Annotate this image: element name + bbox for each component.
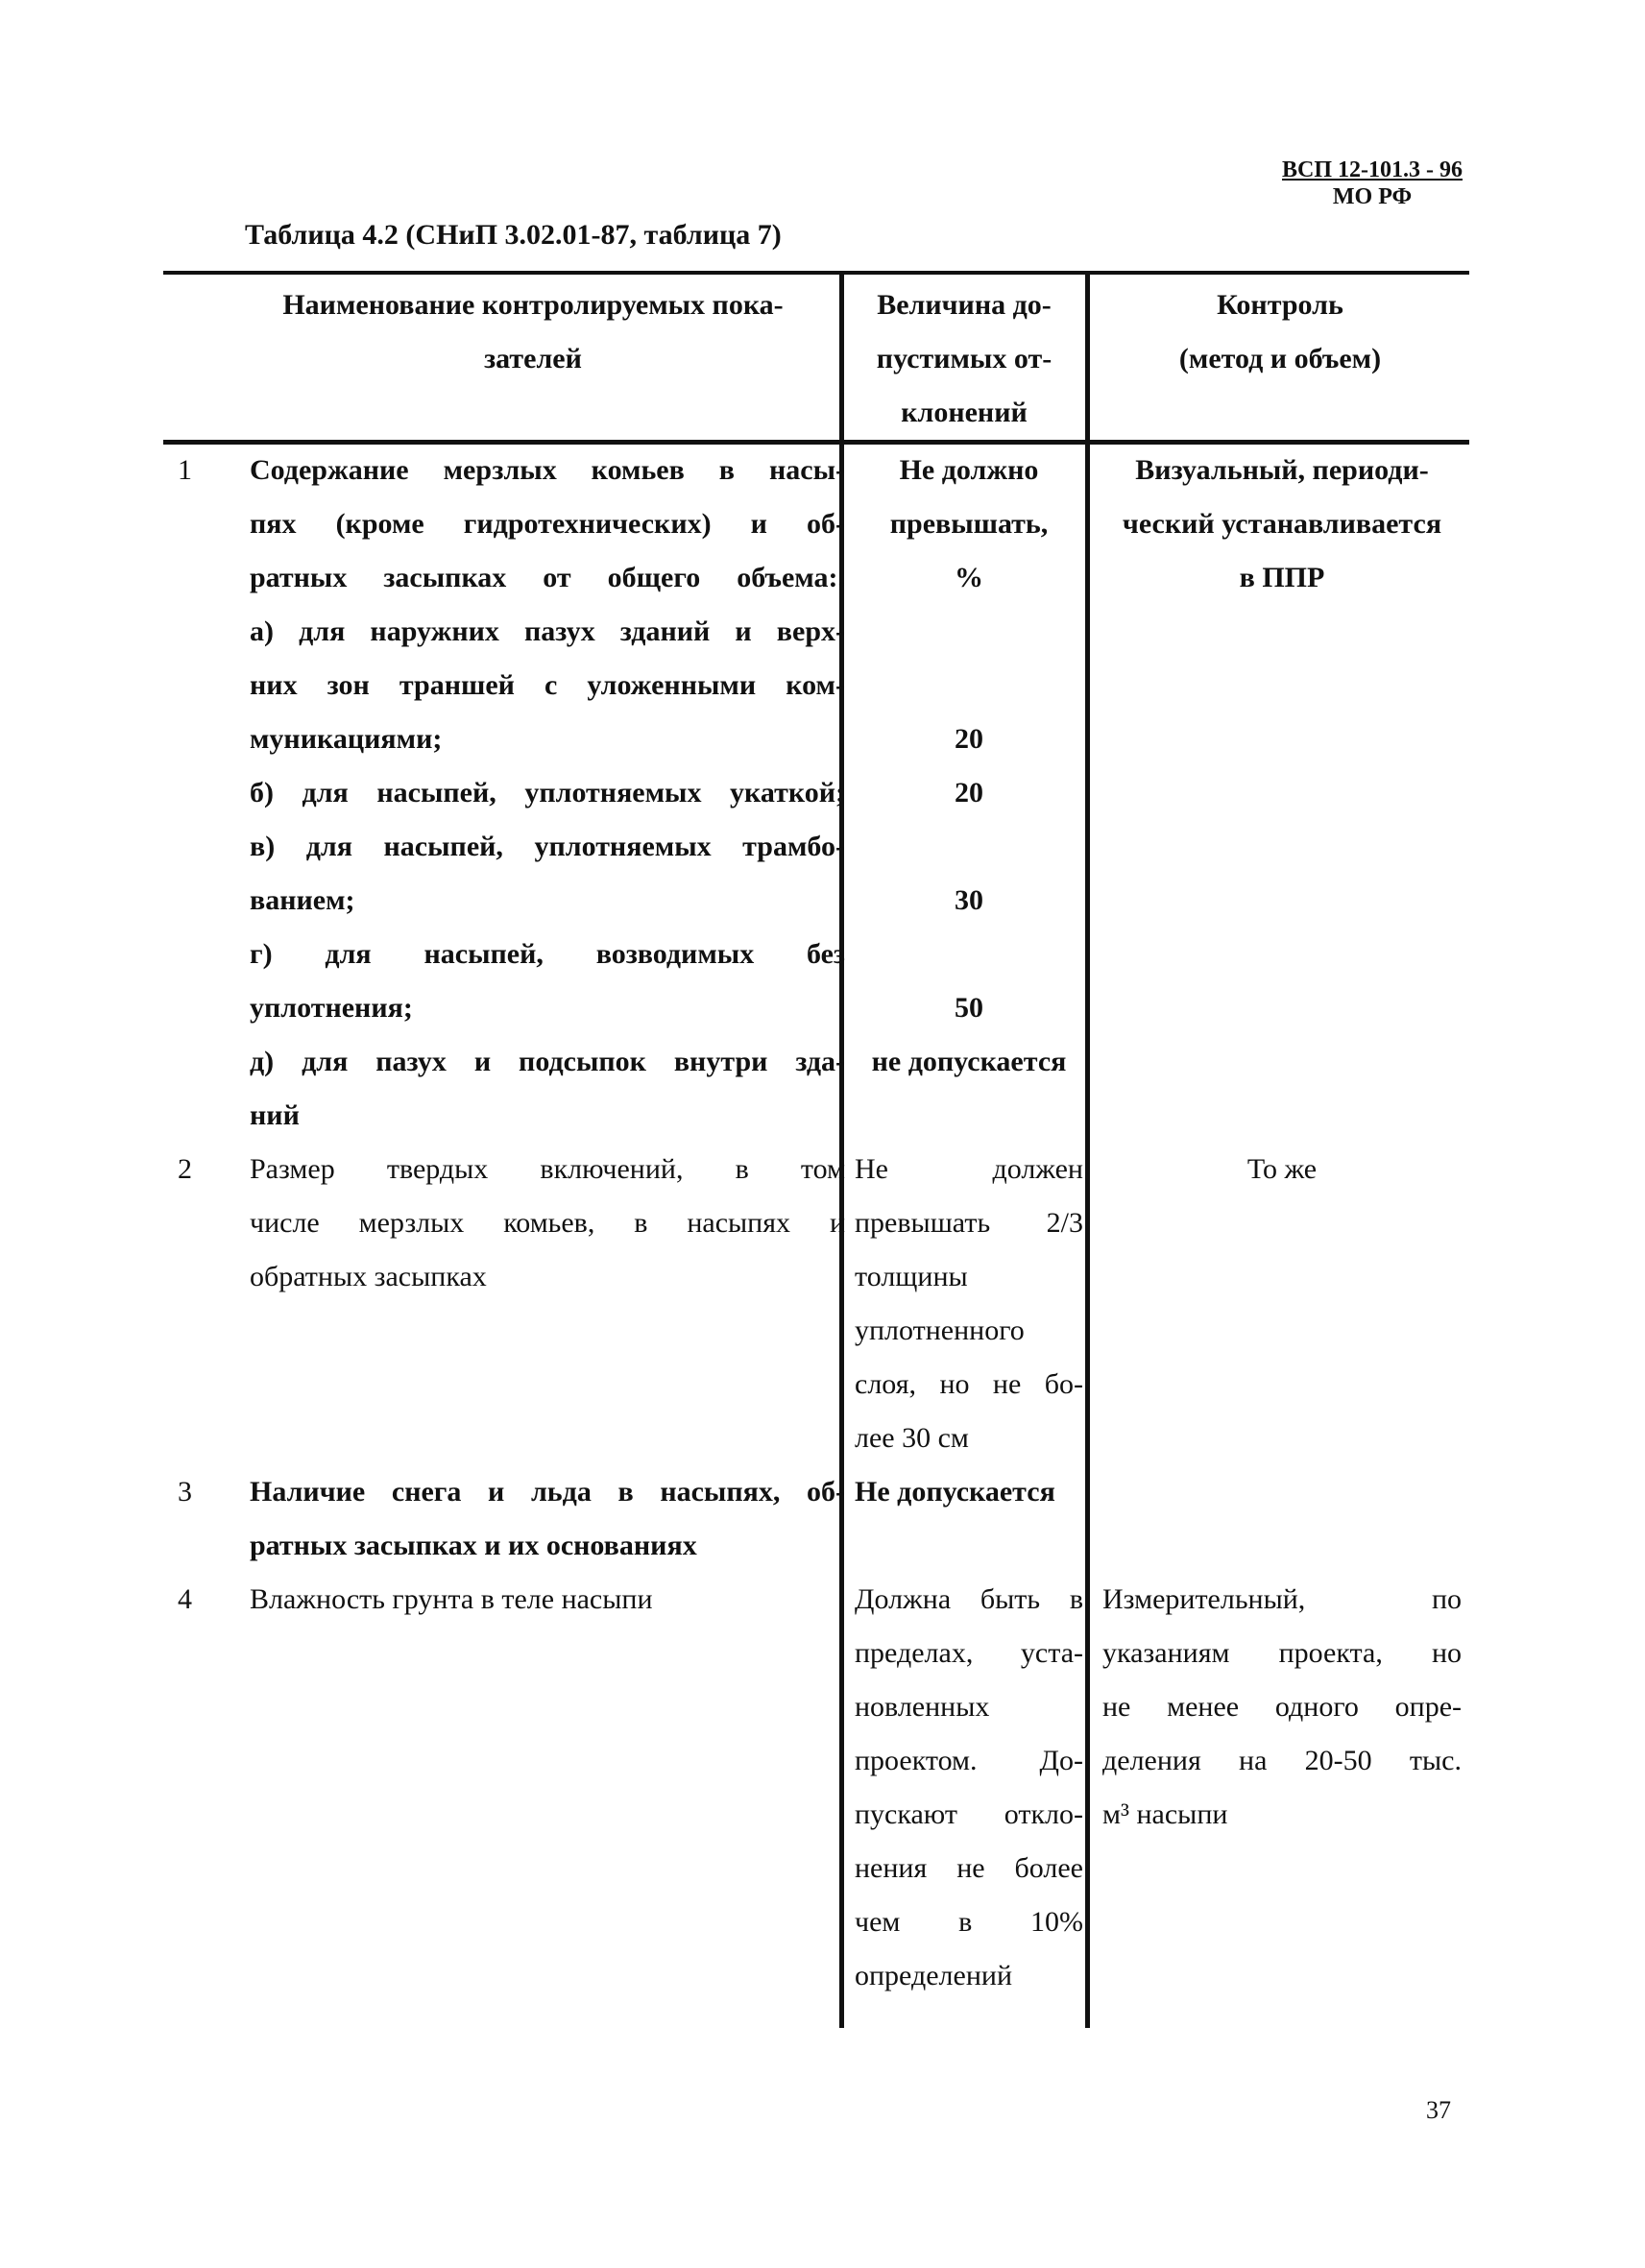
cell-line: в ППР (1239, 562, 1325, 593)
tolerance-cell (845, 1573, 1083, 2003)
cell-line: пускают откло- (855, 1798, 1083, 1830)
column-header-name (235, 278, 831, 386)
cell-line: ратных засыпках от общего объема:. (250, 562, 845, 593)
cell-line: них зон траншей с уложенными ком- (250, 669, 845, 701)
column-header-control (1091, 278, 1469, 386)
cell-line (855, 928, 1083, 981)
cell-line: лее 30 см (855, 1422, 969, 1454)
table-row (163, 1573, 1469, 2003)
cell-line: Не должен (855, 1153, 1083, 1185)
header-line: Величина до- (877, 289, 1052, 321)
header-line: Контроль (1217, 289, 1343, 321)
header-line: клонений (901, 397, 1028, 428)
cell-line: деления на 20-50 тыс. (1102, 1745, 1462, 1776)
cell-line: числе мерзлых комьев, в насыпях и (250, 1207, 845, 1239)
cell-line: превышать 2/3 (855, 1207, 1083, 1239)
table-top-rule (163, 271, 1469, 275)
cell-line: слоя, но не бо- (855, 1368, 1083, 1400)
cell-line: обратных засыпках (250, 1261, 487, 1292)
control-method-cell (1083, 444, 1462, 1143)
control-method-cell (1083, 1465, 1462, 1573)
indicator-name-cell (250, 1143, 845, 1465)
cell-line: толщины (855, 1261, 968, 1292)
cell-line: в) для насыпей, уплотняемых трамбо- (250, 831, 845, 862)
cell-line: % (955, 562, 983, 593)
row-number: 1 (178, 454, 192, 486)
cell-line: пределах, уста- (855, 1637, 1083, 1669)
table-row (163, 444, 1469, 1143)
cell-line: не допускается (871, 1046, 1067, 1077)
document-code-number: ВСП 12-101.3 - 96 (1282, 157, 1463, 182)
row-number: 2 (178, 1153, 192, 1185)
cell-line: превышать, (889, 508, 1049, 540)
cell-line: пях (кроме гидротехнических) и об- (250, 508, 845, 540)
table-row (163, 1143, 1469, 1465)
cell-line (855, 605, 1083, 659)
indicator-name-cell (250, 1465, 845, 1573)
table-body (163, 444, 1469, 2003)
cell-line: б) для насыпей, уплотняемых укаткой; (250, 777, 845, 808)
cell-line: Размер твердых включений, в том (250, 1153, 845, 1185)
cell-line: Содержание мерзлых комьев в насы- (250, 454, 845, 486)
cell-line: не менее одного опре- (1102, 1691, 1462, 1723)
cell-line (855, 659, 1083, 712)
cell-line: м³ насыпи (1102, 1798, 1228, 1830)
control-method-cell (1083, 1143, 1462, 1465)
cell-line: Измерительный, по (1102, 1583, 1462, 1615)
column-header-value (845, 278, 1083, 440)
table-title: Таблица 4.2 (СНиП 3.02.01-87, таблица 7) (245, 219, 782, 251)
cell-line: Должна быть в (855, 1583, 1083, 1615)
document-code (1282, 157, 1463, 210)
header-line: зателей (484, 343, 582, 374)
cell-line: Не допускается (855, 1476, 1055, 1508)
cell-line: 30 (955, 884, 983, 916)
cell-line: 20 (955, 723, 983, 755)
header-line: Наименование контролируемых пока- (282, 289, 784, 321)
cell-line: муникациями; (250, 723, 443, 755)
cell-line: 50 (955, 992, 983, 1024)
cell-line: проектом. До- (855, 1745, 1083, 1776)
tolerance-cell (845, 444, 1083, 1143)
cell-line: определений (855, 1960, 1013, 1991)
cell-line (855, 1089, 1083, 1143)
control-method-cell (1083, 1573, 1462, 2003)
cell-line: а) для наружних пазух зданий и верх- (250, 615, 845, 647)
cell-line (855, 820, 1083, 874)
cell-line: ческий устанавливается (1122, 508, 1442, 540)
document-organization: МО РФ (1332, 184, 1413, 209)
cell-line: Визуальный, периоди- (1135, 454, 1429, 486)
cell-line: указаниям проекта, но (1102, 1637, 1462, 1669)
row-number: 3 (178, 1476, 192, 1508)
cell-line: новленных (855, 1691, 990, 1723)
header-line: пустимых от- (876, 343, 1052, 374)
cell-line: нения не более (855, 1852, 1083, 1884)
cell-line: 20 (955, 777, 983, 808)
tolerance-cell (845, 1465, 1083, 1573)
header-line: (метод и объем) (1178, 343, 1382, 374)
cell-line: д) для пазух и подсыпок внутри зда- (250, 1046, 845, 1077)
cell-line: ванием; (250, 884, 355, 916)
cell-line: Не должно (899, 454, 1039, 486)
cell-line: уплотненного (855, 1315, 1025, 1346)
cell-line: Наличие снега и льда в насыпях, об- (250, 1476, 845, 1508)
indicator-name-cell (250, 444, 845, 1143)
row-number: 4 (178, 1583, 192, 1615)
cell-line: То же (1246, 1153, 1318, 1185)
page-number: 37 (1426, 2096, 1451, 2124)
cell-line: Влажность грунта в теле насыпи (250, 1583, 653, 1615)
cell-line: ратных засыпках и их основаниях (250, 1530, 697, 1561)
table-row (163, 1465, 1469, 1573)
cell-line: чем в 10% (855, 1906, 1083, 1938)
cell-line: г) для насыпей, возводимых без (250, 938, 845, 970)
indicator-name-cell (250, 1573, 845, 2003)
cell-line: ний (250, 1099, 300, 1131)
cell-line: уплотнения; (250, 992, 413, 1024)
tolerance-cell (845, 1143, 1083, 1465)
